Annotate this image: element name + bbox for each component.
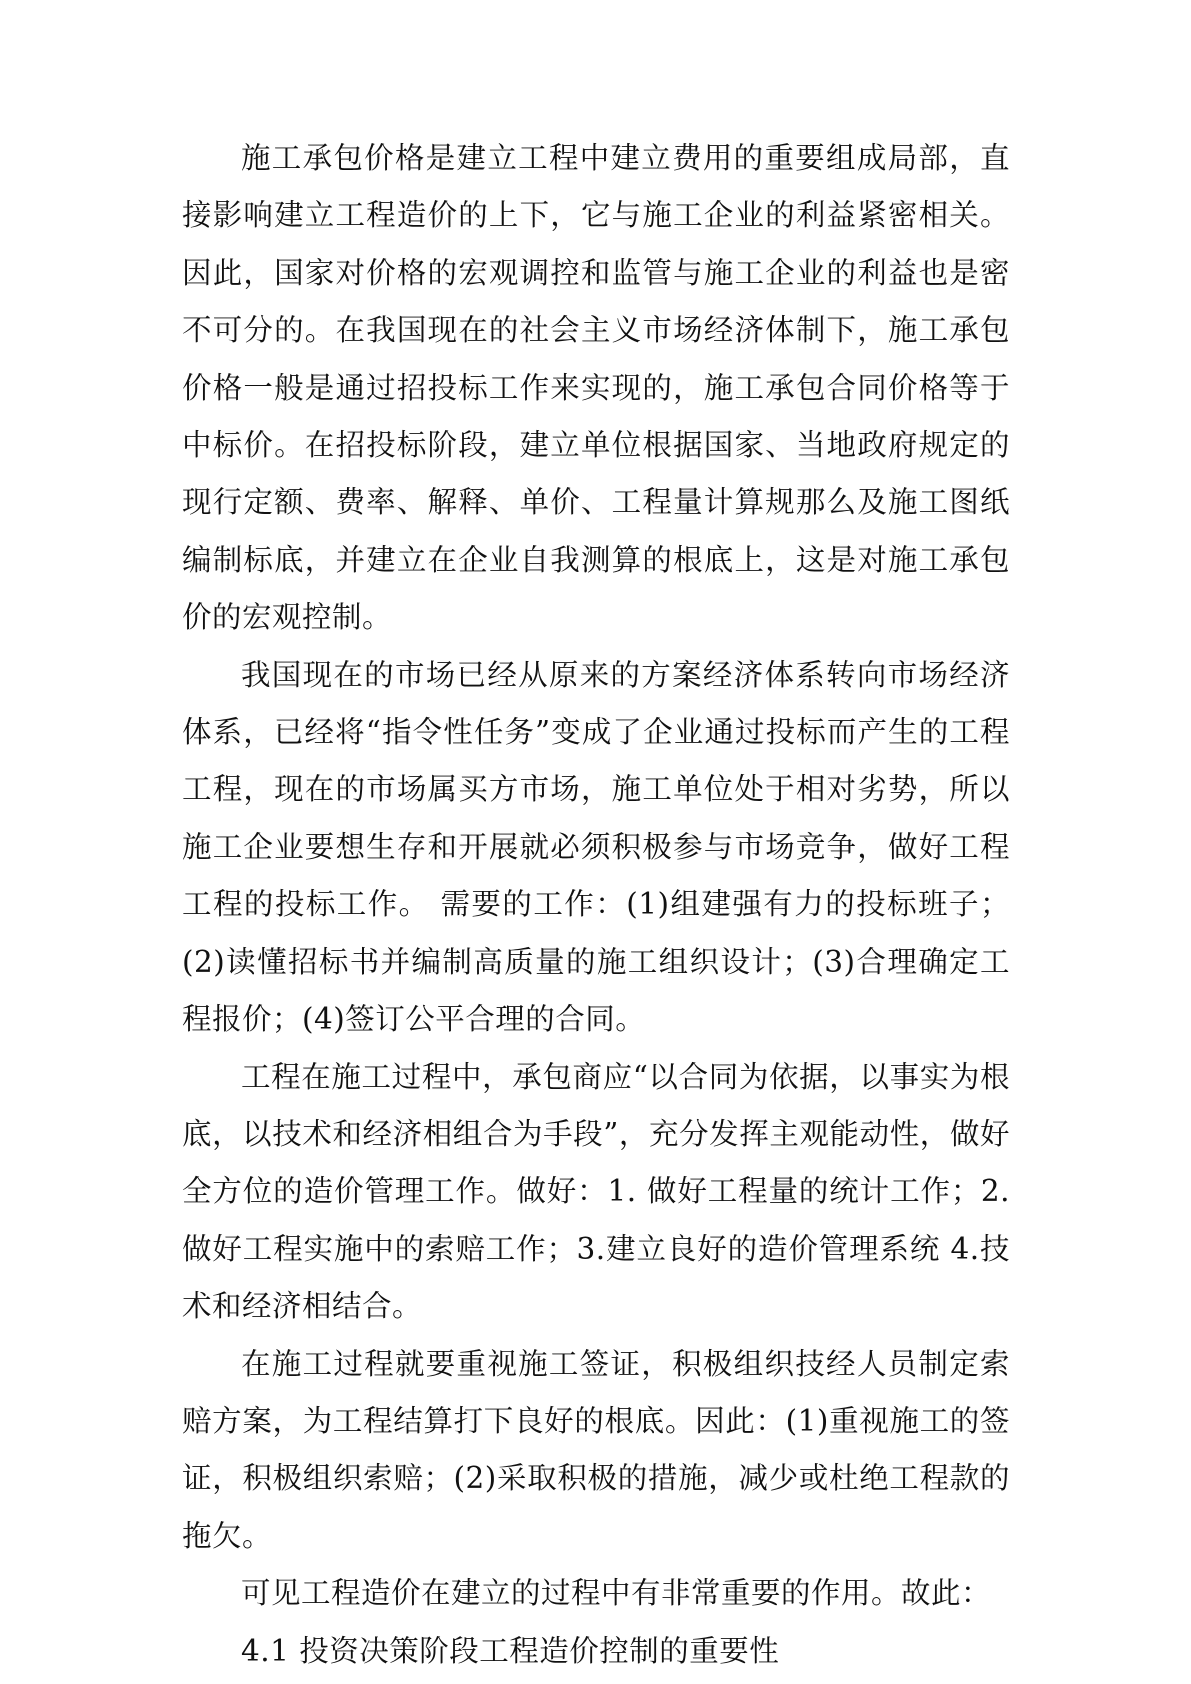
paragraph-conclusion: 可见工程造价在建立的过程中有非常重要的作用。故此： [241,1576,992,1611]
paragraph-market-bidding: 我国现在的市场已经从原来的方案经济体系转向市场经济体系，已经将“指令性任务”变成了企业通过投标而产生的工程工程，现在的市场属买方市场，施工单位处于相对劣势，所以施工企业要想生存和开展就必须积极参与市场竞争，做好工程工程的投标工作。 需要的工作：(1)组建强有力的投标班子；(2)读懂招标书并编制高质量的施工组织设计；(3)合理确定工程报价；(4)签订公平合理的合同。 [182,657,1010,1037]
paragraph-contract-price: 施工承包价格是建立工程中建立费用的重要组成局部，直接影响建立工程造价的上下，它与施工企业的利益紧密相关。因此，国家对价格的宏观调控和监管与施工企业的利益也是密不可分的。在我国现在的社会主义市场经济体制下，施工承包价格一般是通过招投标工作来实现的，施工承包合同价格等于中标价。在招投标阶段，建立单位根据国家、当地政府规定的现行定额、费率、解释、单价、工程量计算规那么及施工图纸编制标底，并建立在企业自我测算的根底上，这是对施工承包价的宏观控制。 [182,141,1010,635]
section-heading-4-1: 4.1 投资决策阶段工程造价控制的重要性 [241,1633,780,1668]
paragraph-construction-cost-management: 工程在施工过程中，承包商应“以合同为依据，以事实为根底，以技术和经济相组合为手段”，充分发挥主观能动性，做好全方位的造价管理工作。做好：1. 做好工程量的统计工作；2.做好工程实施中的索赔工作；3.建立良好的造价管理系统 4.技术和经济相结合。 [182,1059,1010,1324]
document-body [182,130,1010,1680]
paragraph-site-visa-claims: 在施工过程就要重视施工签证，积极组织技经人员制定索赔方案，为工程结算打下良好的根底。因此：(1)重视施工的签证，积极组织索赔；(2)采取积极的措施，减少或杜绝工程款的拖欠。 [182,1346,1010,1553]
